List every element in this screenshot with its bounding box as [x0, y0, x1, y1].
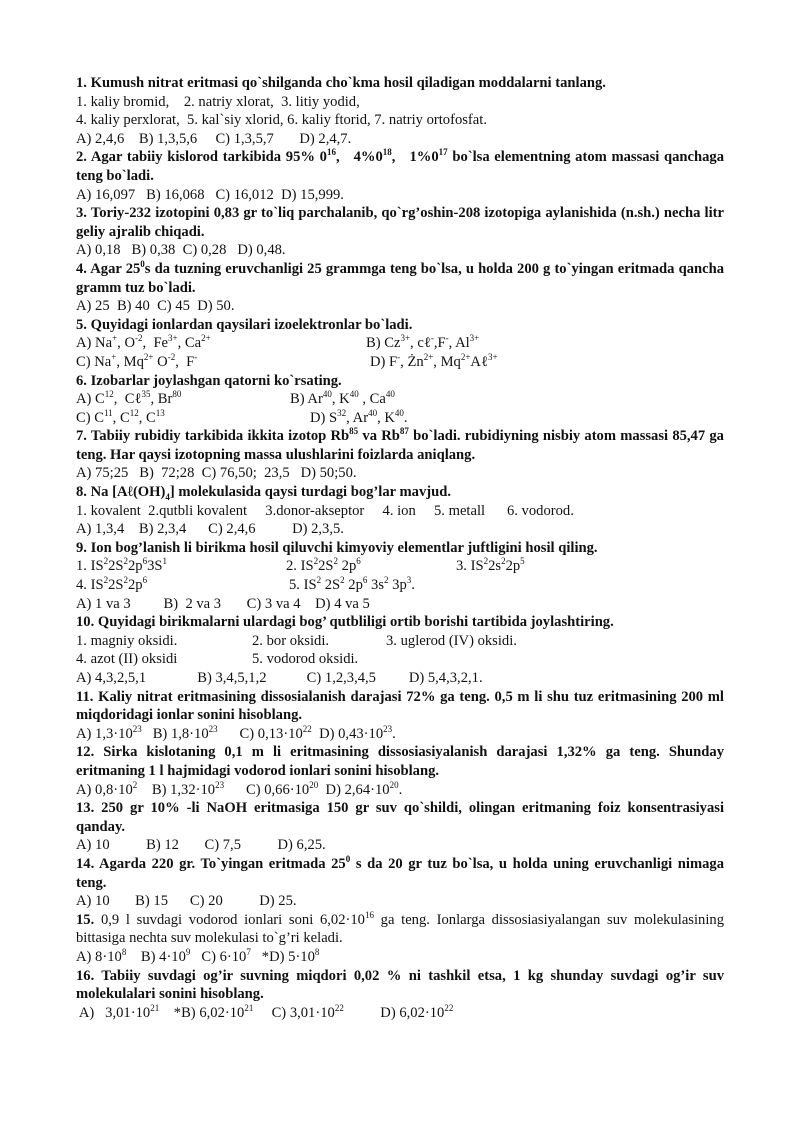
question-3-title: 3. Toriy-232 izotopini 0,83 gr to`liq parchalanib, qo`rg’oshin-208 izotopiga aylanishida (n.sh.) necha litr geliy ajralib chiqadi. [76, 205, 724, 240]
question-1-options-line-2: 4. kaliy perxlorat, 5. kal`siy xlorid, 6. kaliy ftorid, 7. natriy ortofosfat. [76, 112, 487, 129]
question-10-options-row-1 [76, 632, 724, 651]
question-6-option-a: A) $C^{12}$, Cℓ$^{35}$, Br$^{80}$ [76, 389, 182, 408]
question-6-option-d: D) $S^{32}$, Ar$^{40}$, $K^{40}$. [310, 407, 408, 426]
question-5-option-a: A) Na+, $O^{-2}$, $Fe^{3+}$, $Ca^{2+}$ [76, 333, 211, 352]
question-14-answers: A) 10 B) 15 C) 20 D) 25. [76, 893, 297, 910]
question-9-option-2: 2. $IS^22S^2$ $2p^6$ [286, 556, 361, 575]
question-5-option-c: C) Na+, $Mq^{2+}$ $O^{-2}$, F- [76, 352, 198, 370]
question-5-title: 5. Quyidagi ionlardan qaysilari izoelektronlar bo`ladi. [76, 316, 413, 333]
question-8-answers: A) 1,3,4 B) 2,3,4 C) 2,4,6 D) 2,3,5. [76, 521, 344, 538]
question-3-answers: A) 0,18 B) 0,38 C) 0,28 D) 0,48. [76, 242, 286, 259]
question-5-option-b: B) $Cz^{3+}$, cℓ-,F-, $Al^{3+}$ [366, 333, 480, 352]
question-4-title: 4. Agar $25^0s$ da tuzning eruvchanligi 25 grammga teng bo`lsa, u holda 200 g to`yingan eritmada qancha gramm tuz bo`ladi. [76, 259, 724, 296]
question-7-title: 7. Tabiiy rubidiy tarkibida ikkita izotop Rb$^{85}$ va Rb$^{87}$ bo`ladi. rubidiyning nisbiy atom massasi 85,47 ga teng. Har qaysi izotopning massa ulushlarini foizlarda aniqlang. [76, 426, 724, 463]
question-9-option-1: 1. $IS^22S^22p^63S^1$ [76, 556, 168, 575]
question-10-option-2: 2. bor oksidi. [252, 632, 330, 649]
question-9-options-row-1 [76, 557, 724, 576]
question-11-title: 11. Kaliy nitrat eritmasining dissosialanish darajasi 72% ga teng. 0,5 m li shu tuz eritmasining 200 ml miqdoridagi ionlar sonini hisoblang. [76, 688, 724, 724]
question-9-option-5: 5. $IS^2$ $2S^2$ $2p^6$ $3s^2$ $3p^3$. [289, 575, 415, 594]
question-5-answers-row-1 [76, 334, 724, 353]
question-1-answers: A) 2,4,6 B) 1,3,5,6 C) 1,3,5,7 D) 2,4,7. [76, 130, 352, 147]
question-11-answers: A) $1,3\cdot 10^{23}$ B) $1,8\cdot 10^{23}$ C) $0,13\cdot 10^{22}$ D) $0,43\cdot 10^{23}$. [76, 723, 396, 742]
question-15-answers: A) $8\cdot 10^8$ B) $4\cdot 10^9$ C) $6\cdot 10^7$ *D) $5\cdot 10^8$ [76, 947, 320, 965]
question-5-answers-row-2 [76, 353, 724, 372]
question-2-title: 2. Agar tabiiy kislorod tarkibida 95% $0^{16}$, $4\%0^{18}$, $1\%0^{17}$ bo`lsa elementning atom massasi qanchaga teng bo`ladi. [76, 147, 725, 184]
question-9-option-4: 4. $IS^22S^22p^6$ [76, 575, 148, 594]
question-9-option-3: 3. $IS^22s^22p^5$ [456, 556, 525, 575]
question-15-title: 15. 0,9 l suvdagi vodorod ionlari soni $6,02\cdot 10^{16}$ ga teng. Ionlarga dissosiasiyalangan suv molekulasining bittasiga nechta suv molekulasi to`g’ri keladi. [76, 909, 724, 947]
question-10-answers: A) 4,3,2,5,1 B) 3,4,5,1,2 C) 1,2,3,4,5 D) 5,4,3,2,1. [76, 670, 483, 686]
question-16-title: 16. Tabiiy suvdagi og’ir suvning miqdori 0,02 % ni tashkil etsa, 1 kg shunday suvdagi og’ir suv molekulalari sonini hisoblang. [76, 967, 724, 1003]
question-14-title: 14. Agarda 220 gr. To`yingan eritmada $25^0$ s da 20 gr tuz bo`lsa, u holda uning eruvchanligi nimaga teng. [76, 854, 724, 891]
question-6-title: 6. Izobarlar joylashgan qatorni ko`rsating. [76, 372, 342, 389]
question-10-option-1: 1. magniy oksidi. [76, 632, 178, 649]
question-13-title: 13. 250 gr 10% -li NaOH eritmasiga 150 gr suv qo`shildi, olingan eritmaning foiz konsentrasiyasi qanday. [76, 800, 724, 835]
question-4-answers: A) 25 B) 40 C) 45 D) 50. [76, 298, 235, 315]
question-2-answers: A) 16,097 B) 16,068 C) 16,012 D) 15,999. [76, 186, 344, 203]
question-12-title: 12. Sirka kislotaning 0,1 m li eritmasining dissosiasiyalanish darajasi 1,32% ga teng. Shunday eritmaning 1 l hajmidagi vodorod ionlari sonini hisoblang. [76, 744, 724, 779]
question-1-title: 1. Kumush nitrat eritmasi qo`shilganda cho`kma hosil qiladigan moddalarni tanlang. [76, 75, 606, 91]
question-10-option-4: 4. azot (II) oksidi [76, 651, 178, 668]
question-7-answers: A) 75;25 B) 72;28 C) 76,50; 23,5 D) 50;50. [76, 465, 357, 482]
question-10-title: 10. Quyidagi birikmalarni ulardagi bog’ qutbliligi ortib borishi tartibida joylashtiring. [76, 614, 614, 631]
question-8-title: 8. Na $[A\ell(OH)_4]$ molekulasida qaysi turdagi bog’lar mavjud. [76, 484, 451, 502]
question-12-answers: A) $0,8\cdot 10^2$ B) $1,32\cdot 10^{23}$ C) $0,66\cdot 10^{20}$ D) $2,64\cdot 10^{20}$. [76, 779, 403, 798]
question-10-options-row-2 [76, 650, 724, 669]
question-6-answers-row-2 [76, 409, 724, 428]
question-10-option-3: 3. uglerod (IV) oksidi. [386, 632, 517, 649]
question-10-option-5: 5. vodorod oksidi. [252, 651, 359, 668]
question-13-answers: A) 10 B) 12 C) 7,5 D) 6,25. [76, 837, 326, 854]
question-16-answers: A) $3,01\cdot 10^{21}$ *B) $6,02\cdot 10^{21}$ C) $3,01\cdot 10^{22}$ D) $6,02\cdot 10^{22}$ [76, 1002, 454, 1021]
question-6-answers-row-1 [76, 390, 724, 409]
question-1-options-line-1: 1. kaliy bromid, 2. natriy xlorat, 3. litiy yodid, [76, 93, 360, 110]
question-6-option-b: B) Ar$^{40}$, $K^{40}$ , Ca$^{40}$ [290, 389, 395, 408]
question-9-answers: A) 1 va 3 B) 2 va 3 C) 3 va 4 D) 4 va 5 [76, 595, 370, 612]
question-9-title: 9. Ion bog’lanish li birikma hosil qiluvchi kimyoviy elementlar juftligini hosil qiling. [76, 539, 598, 556]
question-8-options: 1. kovalent 2.qutbli kovalent 3.donor-akseptor 4. ion 5. metall 6. vodorod. [76, 502, 574, 519]
question-6-option-c: C) $C^{11}$, $C^{12}$, $C^{13}$ [76, 407, 165, 426]
question-5-option-d: D) F-, $Żn^{2+}$, $Mq^{2+}A\ell^{3+}$ [370, 352, 498, 370]
question-9-options-row-2 [76, 576, 724, 595]
